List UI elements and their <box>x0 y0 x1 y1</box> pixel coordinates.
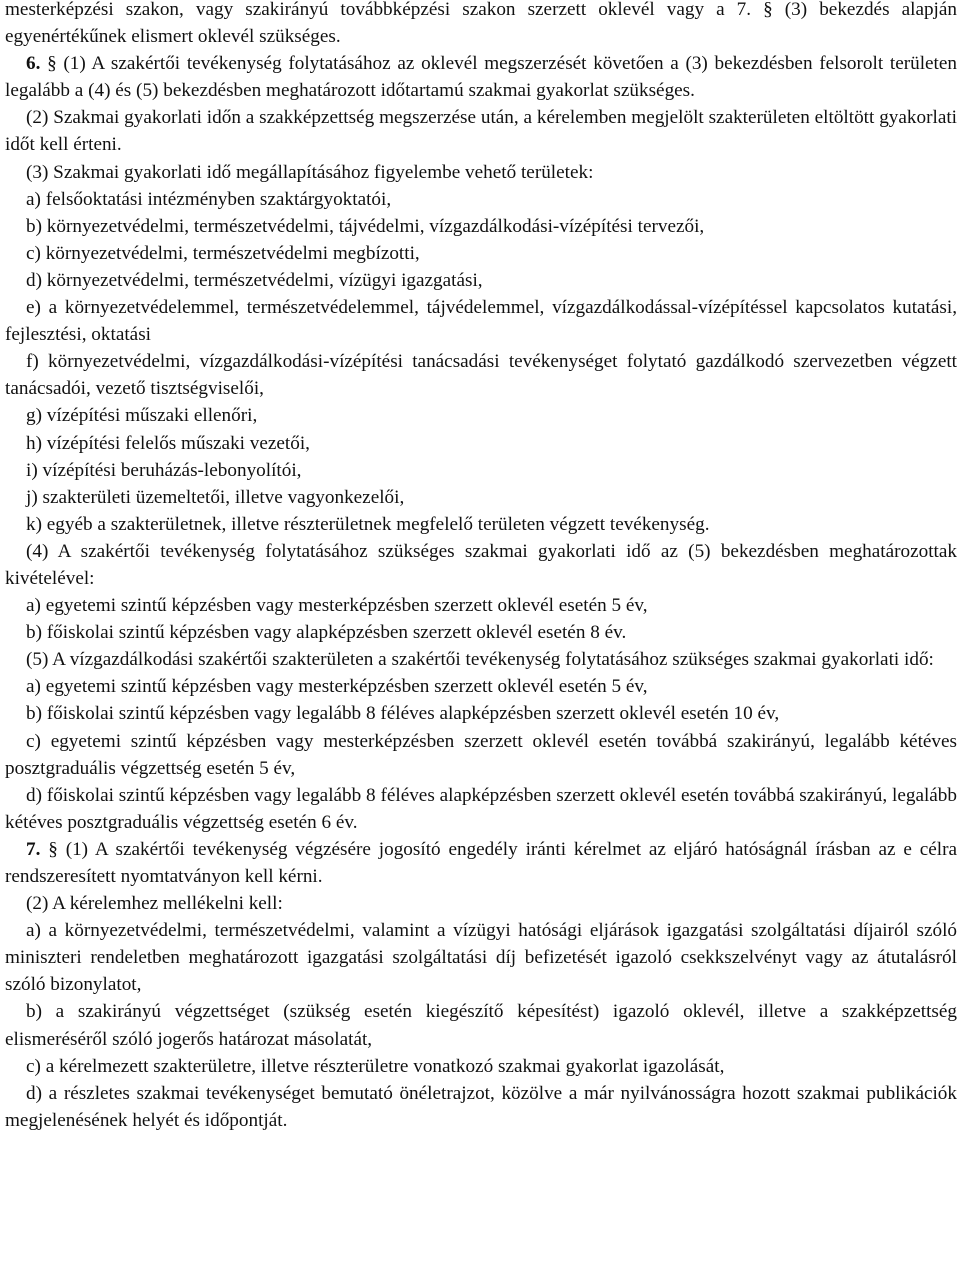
section-6-paragraph-2: (2) Szakmai gyakorlati időn a szakképzettség megszerzése után, a kérelemben megjelölt szakterületen eltöltött gyakorlati időt kell érteni. <box>5 107 957 156</box>
list-item-c: c) környezetvédelmi, természetvédelmi megbízotti, <box>26 242 420 264</box>
list-item-7c: c) a kérelmezett szakterületre, illetve részterületre vonatkozó szakmai gyakorlat igazolását, <box>26 1055 725 1077</box>
list-item-7a: a) a környezetvédelmi, természetvédelmi, valamint a vízügyi hatósági eljárások igazgatási szolgáltatási díjairól szóló miniszteri rendeletben meghatározott igazgatási szolgáltatási díj befizetését igazoló csekkszelvényt vagy az átutalásról szóló bizonylatot, <box>5 920 957 996</box>
section-6-paragraph-1 <box>5 50 957 104</box>
list-item-5d: d) főiskolai szintű képzésben vagy legalább 8 féléves alapképzésben szerzett oklevél esetén továbbá szakirányú, legalább kétéves posztgraduális végzettség esetén 6 év. <box>5 784 957 833</box>
list-item-5c: c) egyetemi szintű képzésben vagy mesterképzésben szerzett oklevél esetén továbbá szakirányú, legalább kétéves posztgraduális végzettség esetén 5 év, <box>5 730 957 779</box>
list-item-k: k) egyéb a szakterületnek, illetve részterületnek megfelelő területen végzett tevékenység. <box>26 513 710 535</box>
section-7-paragraph-1 <box>5 836 957 890</box>
paragraph-text: § (1) A szakértői tevékenység folytatásához az oklevél megszerzését követően a (3) bekezdésben felsorolt területen legalább a (4) és (5) bekezdésben meghatározott időtartamú szakmai gyakorlat szükséges. <box>5 53 957 102</box>
list-item-4b: b) főiskolai szintű képzésben vagy alapképzésben szerzett oklevél esetén 8 év. <box>26 622 627 644</box>
list-item-j: j) szakterületi üzemeltetői, illetve vagyonkezelői, <box>26 486 405 508</box>
paragraph-continuation: mesterképzési szakon, vagy szakirányú továbbképzési szakon szerzett oklevél vagy a 7. § (3) bekezdés alapján egyenértékűnek elismert oklevél szükséges. <box>5 0 957 48</box>
list-item-i: i) vízépítési beruházás-lebonyolítói, <box>26 459 302 481</box>
list-item-5a: a) egyetemi szintű képzésben vagy mesterképzésben szerzett oklevél esetén 5 év, <box>26 676 648 698</box>
list-item-4a: a) egyetemi szintű képzésben vagy mesterképzésben szerzett oklevél esetén 5 év, <box>26 595 648 617</box>
section-7-paragraph-2: (2) A kérelemhez mellékelni kell: <box>26 893 283 915</box>
list-item-7b: b) a szakirányú végzettséget (szükség esetén kiegészítő képesítést) igazoló oklevél, illetve a szakképzettség elismeréséről szóló jogerős határozat másolatát, <box>5 1001 957 1050</box>
list-item-b: b) környezetvédelmi, természetvédelmi, tájvédelmi, vízgazdálkodási-vízépítési tervezői, <box>26 215 705 237</box>
list-item-h: h) vízépítési felelős műszaki vezetői, <box>26 432 310 454</box>
list-item-5b: b) főiskolai szintű képzésben vagy legalább 8 féléves alapképzésben szerzett oklevél esetén 10 év, <box>26 703 780 725</box>
list-item-f: f) környezetvédelmi, vízgazdálkodási-vízépítési tanácsadási tevékenységet folytató gazdálkodó szervezetben végzett tanácsadói, vezető tisztségviselői, <box>5 351 957 400</box>
section-number-6: 6. <box>26 53 41 75</box>
section-6-paragraph-5: (5) A vízgazdálkodási szakértői szakterületen a szakértői tevékenység folytatásához szükséges szakmai gyakorlati idő: <box>26 649 934 671</box>
list-item-d: d) környezetvédelmi, természetvédelmi, vízügyi igazgatási, <box>26 269 483 291</box>
list-item-7d: d) a részletes szakmai tevékenységet bemutató önéletrajzot, közölve a már nyilvánosságra hozott szakmai publikációk megjelenésének helyét és időpontját. <box>5 1082 957 1131</box>
list-item-a: a) felsőoktatási intézményben szaktárgyoktatói, <box>26 188 392 210</box>
section-6-paragraph-4: (4) A szakértői tevékenység folytatásához szükséges szakmai gyakorlati idő az (5) bekezdésben meghatározottak kivételével: <box>5 540 957 589</box>
section-6-paragraph-3: (3) Szakmai gyakorlati idő megállapításához figyelembe vehető területek: <box>26 161 594 183</box>
section-number-7: 7. <box>26 838 41 860</box>
document-page <box>5 0 957 1134</box>
paragraph-text: § (1) A szakértői tevékenység végzésére jogosító engedély iránti kérelmet az eljáró hatóságnál írásban az e célra rendszeresített nyomtatványon kell kérni. <box>5 838 957 887</box>
list-item-g: g) vízépítési műszaki ellenőri, <box>26 405 258 427</box>
list-item-e: e) a környezetvédelemmel, természetvédelemmel, tájvédelemmel, vízgazdálkodással-vízépítéssel kapcsolatos kutatási, fejlesztési, oktatási <box>5 297 957 346</box>
